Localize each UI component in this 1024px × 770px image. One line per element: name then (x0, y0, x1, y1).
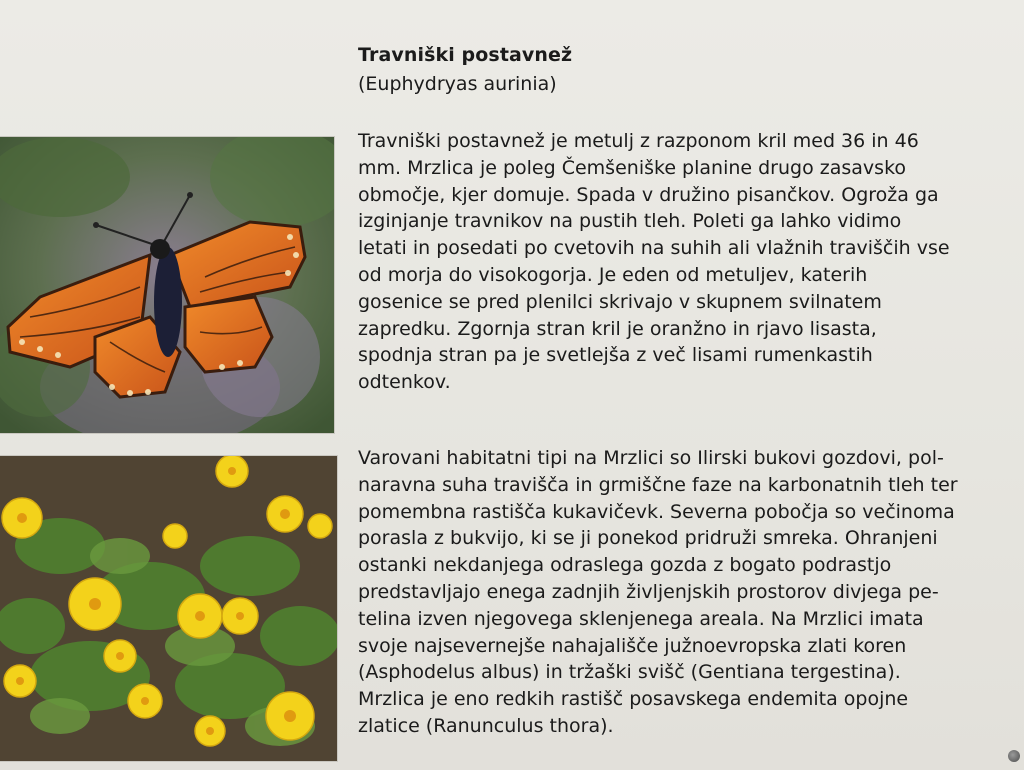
text-line: zlatice (Ranunculus thora). (358, 714, 614, 737)
text-line: gosenice se pred plenilci skrivajo v skupnem svilnatem (358, 290, 882, 313)
text-line: Mrzlica je eno redkih rastišč posavskega endemita opojne (358, 688, 909, 711)
species-title: Travniški postavnež (358, 44, 573, 66)
species-latin-name: (Euphydryas aurinia) (358, 73, 557, 95)
habitat-description (358, 445, 1024, 740)
butterfly-photo (0, 137, 334, 433)
text-line: telina izven njegovega sklenjenega areala. Na Mrzlici imata (358, 607, 924, 630)
text-line: Varovani habitatni tipi na Mrzlici so Ilirski bukovi gozdovi, pol- (358, 447, 944, 469)
text-line: od morja do visokogorja. Je eden od metuljev, katerih (358, 263, 868, 286)
text-line: predstavljajo enega zadnjih življenjskih prostorov divjega pe- (358, 580, 939, 603)
text-line: izginjanje travnikov na pustih tleh. Poleti ga lahko vidimo (358, 210, 902, 233)
text-line: letati in posedati po cvetovih na suhih ali vlažnih traviščih vse (358, 237, 950, 260)
text-line: Travniški postavnež je metulj z razponom kril med 36 in 46 (358, 130, 919, 152)
butterfly-description (358, 128, 1024, 396)
text-line: (Asphodelus albus) in tržaški svišč (Gentiana tergestina). (358, 661, 901, 684)
text-line: zapredku. Zgornja stran kril je oranžno in rjavo lisasta, (358, 317, 877, 340)
mounting-screw (1008, 750, 1020, 762)
text-line: svoje najsevernejše nahajališče južnoevropska zlati koren (358, 634, 907, 657)
text-line: mm. Mrzlica je poleg Čemšeniške planine drugo zasavsko (358, 156, 907, 179)
text-line: naravna suha travišča in grmiščne faze na karbonatnih tleh ter (358, 473, 958, 496)
text-line: pomembna rastišča kukavičevk. Severna pobočja so večinoma (358, 500, 955, 523)
text-line: ostanki nekdanjega odraslega gozda z bogato podrastjo (358, 554, 892, 577)
flowers-photo (0, 456, 337, 761)
text-line: območje, kjer domuje. Spada v družino pisančkov. Ogroža ga (358, 183, 939, 206)
text-line: porasla z bukvijo, ki se ji ponekod pridruži smreka. Ohranjeni (358, 527, 938, 550)
text-line: odtenkov. (358, 371, 451, 394)
text-line: spodnja stran pa je svetlejša z več lisami rumenkastih (358, 344, 873, 367)
